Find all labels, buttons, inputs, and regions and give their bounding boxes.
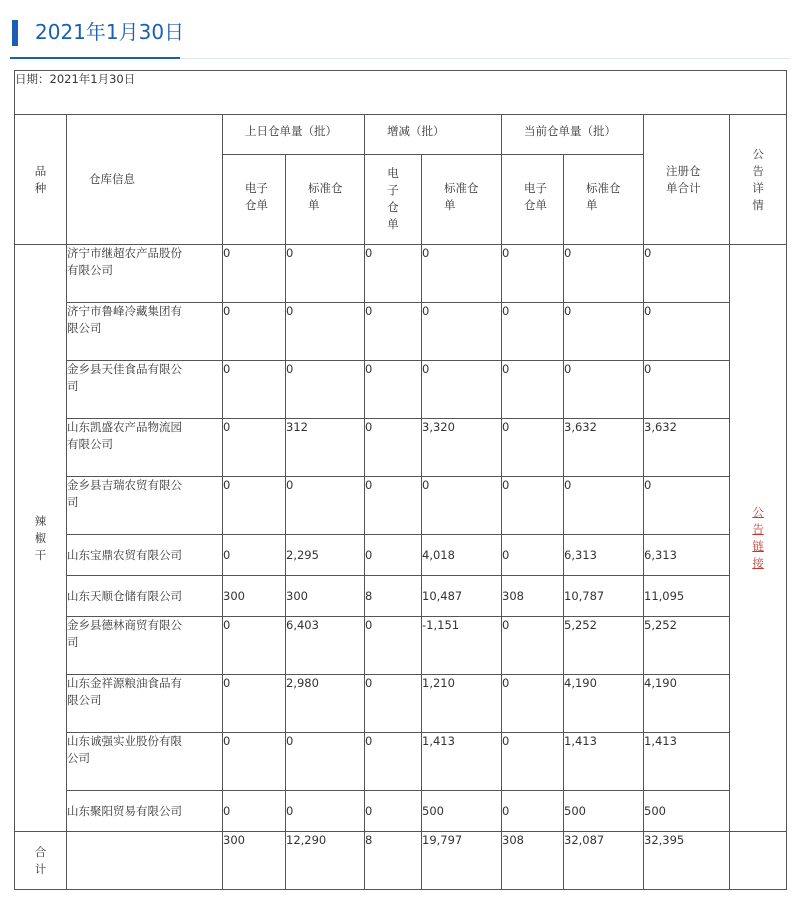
cell-cur-s: 6,313 [564,535,644,576]
announcement-link[interactable]: 公 告 链 接 [752,505,764,570]
cell-cur-s: 3,632 [564,419,644,477]
table-row [15,576,787,617]
warehouse-header: 仓库信息 [67,115,223,245]
table-row [15,477,787,535]
cell-prev-s: 312 [286,419,365,477]
total-cur-s: 32,087 [564,832,644,890]
title-accent-bar [12,20,18,46]
cell-chg-e: 0 [365,477,422,535]
cell-total: 6,313 [644,535,730,576]
cell-prev-e: 300 [223,576,286,617]
title-underline [10,57,180,59]
cell-prev-s: 0 [286,361,365,419]
cell-prev-e: 0 [223,419,286,477]
cell-total: 500 [644,791,730,832]
cell-prev-e: 0 [223,535,286,576]
cell-total: 0 [644,303,730,361]
variety-cell: 辣 椒 干 [15,245,67,832]
current-standard-header: 标准仓 单 [564,155,644,245]
warehouse-receipt-table [14,70,787,890]
cell-chg-e: 0 [365,419,422,477]
cell-chg-s: 0 [422,477,502,535]
table-row [15,245,787,303]
cell-cur-s: 10,787 [564,576,644,617]
cell-prev-e: 0 [223,361,286,419]
cell-prev-s: 2,295 [286,535,365,576]
current-electronic-header: 电子 仓单 [502,155,564,245]
cell-cur-e: 0 [502,419,564,477]
cell-chg-s: 10,487 [422,576,502,617]
cell-cur-s: 5,252 [564,617,644,675]
table-row [15,617,787,675]
cell-chg-s: 1,210 [422,675,502,733]
registered-total-header: 注册仓 单合计 [644,115,730,245]
total-chg-s: 19,797 [422,832,502,890]
cell-cur-e: 308 [502,576,564,617]
cell-prev-e: 0 [223,477,286,535]
page-header [0,0,800,62]
total-prev-s: 12,290 [286,832,365,890]
cell-total: 0 [644,245,730,303]
prev-electronic-header: 电子 仓单 [223,155,286,245]
table-row [15,791,787,832]
cell-cur-e: 0 [502,303,564,361]
change-electronic-header: 电 子 仓 单 [365,155,422,245]
warehouse-name: 山东宝鼎农贸有限公司 [67,535,223,576]
total-total: 32,395 [644,832,730,890]
cell-chg-e: 8 [365,576,422,617]
cell-chg-e: 0 [365,535,422,576]
cell-chg-e: 0 [365,675,422,733]
page-title: 2021年1月30日 [35,20,185,44]
cell-chg-s: 0 [422,303,502,361]
announcement-cell [730,245,787,832]
cell-cur-e: 0 [502,245,564,303]
cell-cur-e: 0 [502,733,564,791]
cell-total: 11,095 [644,576,730,617]
cell-cur-s: 1,413 [564,733,644,791]
prev-standard-header: 标准仓 单 [286,155,365,245]
cell-prev-s: 300 [286,576,365,617]
total-chg-e: 8 [365,832,422,890]
warehouse-name: 金乡县德林商贸有限公 司 [67,617,223,675]
cell-cur-e: 0 [502,361,564,419]
prev-day-header: 上日仓单量（批） [223,115,365,155]
cell-cur-s: 0 [564,361,644,419]
table-row [15,419,787,477]
table-row [15,361,787,419]
cell-chg-s: 0 [422,361,502,419]
warehouse-name: 山东凯盛农产品物流园 有限公司 [67,419,223,477]
cell-chg-s: 4,018 [422,535,502,576]
total-row [15,832,787,890]
cell-prev-s: 0 [286,245,365,303]
cell-cur-e: 0 [502,535,564,576]
cell-cur-s: 500 [564,791,644,832]
cell-chg-e: 0 [365,617,422,675]
cell-cur-e: 0 [502,791,564,832]
cell-cur-s: 0 [564,477,644,535]
cell-prev-e: 0 [223,733,286,791]
table-row [15,303,787,361]
cell-chg-s: 0 [422,245,502,303]
warehouse-name: 山东诚强实业股份有限 公司 [67,733,223,791]
total-warehouse-empty [67,832,223,890]
table-row [15,675,787,733]
warehouse-name: 金乡县天佳食品有限公 司 [67,361,223,419]
cell-prev-e: 0 [223,675,286,733]
cell-chg-e: 0 [365,245,422,303]
cell-cur-s: 0 [564,245,644,303]
cell-cur-s: 0 [564,303,644,361]
total-cur-e: 308 [502,832,564,890]
cell-prev-e: 0 [223,245,286,303]
table-row [15,535,787,576]
warehouse-name: 济宁市继超农产品股份 有限公司 [67,245,223,303]
current-header: 当前仓单量（批） [502,115,644,155]
cell-total: 0 [644,477,730,535]
cell-prev-s: 0 [286,303,365,361]
announcement-header: 公 告 详 情 [730,115,787,245]
date-line: 日期：2021年1月30日 [15,71,787,115]
cell-chg-e: 0 [365,791,422,832]
cell-prev-s: 6,403 [286,617,365,675]
change-standard-header: 标准仓 单 [422,155,502,245]
cell-prev-e: 0 [223,791,286,832]
cell-chg-s: 500 [422,791,502,832]
total-label: 合 计 [15,832,67,890]
header-divider [180,58,790,59]
cell-cur-e: 0 [502,617,564,675]
total-prev-e: 300 [223,832,286,890]
cell-cur-s: 4,190 [564,675,644,733]
cell-chg-e: 0 [365,361,422,419]
table-row [15,733,787,791]
cell-total: 0 [644,361,730,419]
cell-prev-e: 0 [223,617,286,675]
cell-chg-s: 1,413 [422,733,502,791]
warehouse-name: 山东天顺仓储有限公司 [67,576,223,617]
variety-header: 品 种 [15,115,67,245]
cell-chg-s: 3,320 [422,419,502,477]
cell-cur-e: 0 [502,675,564,733]
warehouse-name: 山东金祥源粮油食品有 限公司 [67,675,223,733]
cell-total: 5,252 [644,617,730,675]
warehouse-name: 济宁市鲁峰冷藏集团有 限公司 [67,303,223,361]
cell-total: 4,190 [644,675,730,733]
cell-chg-s: -1,151 [422,617,502,675]
cell-prev-s: 2,980 [286,675,365,733]
total-announcement-empty [730,832,787,890]
cell-chg-e: 0 [365,733,422,791]
cell-chg-e: 0 [365,303,422,361]
cell-prev-s: 0 [286,791,365,832]
cell-prev-s: 0 [286,733,365,791]
cell-total: 3,632 [644,419,730,477]
cell-total: 1,413 [644,733,730,791]
warehouse-name: 金乡县吉瑞农贸有限公 司 [67,477,223,535]
change-header: 增减（批） [365,115,502,155]
warehouse-name: 山东聚阳贸易有限公司 [67,791,223,832]
cell-prev-s: 0 [286,477,365,535]
cell-cur-e: 0 [502,477,564,535]
cell-prev-e: 0 [223,303,286,361]
